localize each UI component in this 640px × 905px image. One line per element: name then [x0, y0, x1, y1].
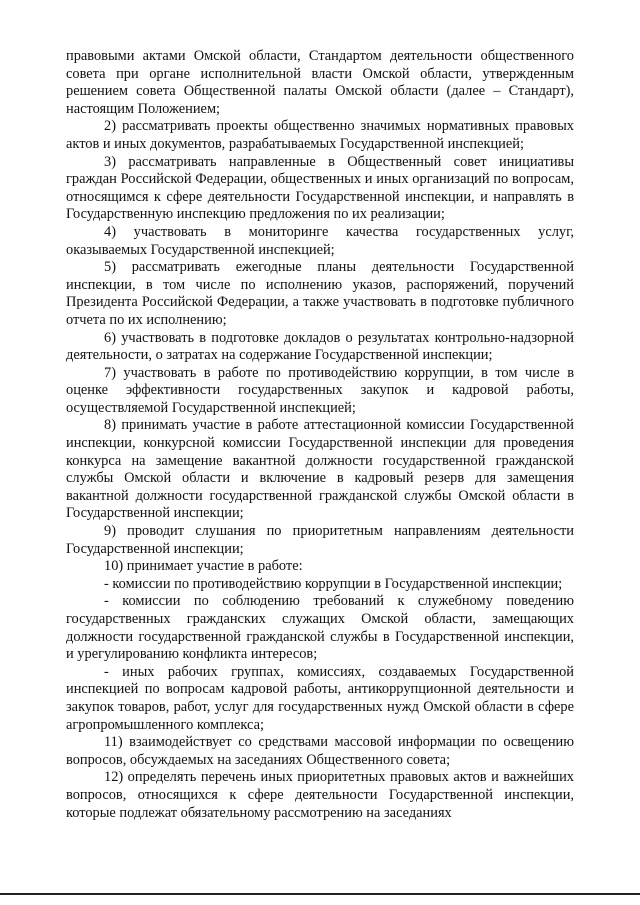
paragraph-item-2: 2) рассматривать проекты общественно значимых нормативных правовых актов и иных документов, разрабатываемых Государственной инспекцией; [66, 118, 574, 152]
paragraph-item-10: 10) принимает участие в работе: [104, 558, 303, 575]
paragraph-item-3: 3) рассматривать направленные в Общественный совет инициативы граждан Российской Федерации, общественных и иных организаций по вопросам, относящимся к сфере деятельности Государственной инспекции, и направлять в Государственную инспекцию предложения по их реализации; [66, 153, 574, 223]
paragraph-item-11: 11) взаимодействует со средствами массовой информации по освещению вопросов, обсуждаемых на заседаниях Общественного совета; [66, 734, 574, 768]
paragraph-subitem-working-groups: - иных рабочих группах, комиссиях, создаваемых Государственной инспекцией по вопросам кадровой работы, антикоррупционной деятельности и закупок товаров, работ, услуг для государственных нужд Омской области в сфере агропромышленного комплекса; [66, 663, 574, 733]
paragraph-subitem-conduct-commission: - комиссии по соблюдению требований к служебному поведению государственных гражданских служащих Омской области, замещающих должности государственной гражданской службы в Государственной инспекции, и урегулированию конфликта интересов; [66, 593, 574, 663]
paragraph-item-4: 4) участвовать в мониторинге качества государственных услуг, оказываемых Государственной инспекцией; [66, 223, 574, 258]
document-page [66, 48, 574, 822]
paragraph-item-7: 7) участвовать в работе по противодействию коррупции, в том числе в оценке эффективности государственных закупок и кадровой работы, осуществляемой Государственной инспекцией; [66, 364, 574, 416]
paragraph-item-6: 6) участвовать в подготовке докладов о результатах контрольно-надзорной деятельности, о затратах на содержание Государственной инспекции; [66, 329, 574, 364]
paragraph-item-5: 5) рассматривать ежегодные планы деятельности Государственной инспекции, в том числе по исполнению указов, распоряжений, поручений Президента Российской Федерации, а также участвовать в подготовке публичного отчета по их исполнению; [66, 259, 574, 328]
paragraph-item-12: 12) определять перечень иных приоритетных правовых актов и важнейших вопросов, относящихся к сфере деятельности Государственной инспекции, которые подлежат обязательному рассмотрению на заседаниях [66, 769, 574, 821]
paragraph-subitem-anticorruption: - комиссии по противодействию коррупции в Государственной инспекции; [104, 575, 563, 592]
paragraph-item-9: 9) проводит слушания по приоритетным направлениям деятельности Государственной инспекции; [66, 523, 574, 557]
paragraph-item-8: 8) принимать участие в работе аттестационной комиссии Государственной инспекции, конкурсной комиссии Государственной инспекции для проведения конкурса на замещение вакантной должности государственной гражданской службы Омской области и включение в кадровый резерв для замещения вакантной должности государственной гражданской службы Омской области в Государственной инспекции; [66, 417, 574, 522]
page-bottom-rule [0, 893, 640, 895]
paragraph-intro: правовыми актами Омской области, Стандартом деятельности общественного совета при органе исполнительной власти Омской области, утвержденным решением совета Общественной палаты Омской области (далее – Стандарт), настоящим Положением; [66, 48, 574, 117]
